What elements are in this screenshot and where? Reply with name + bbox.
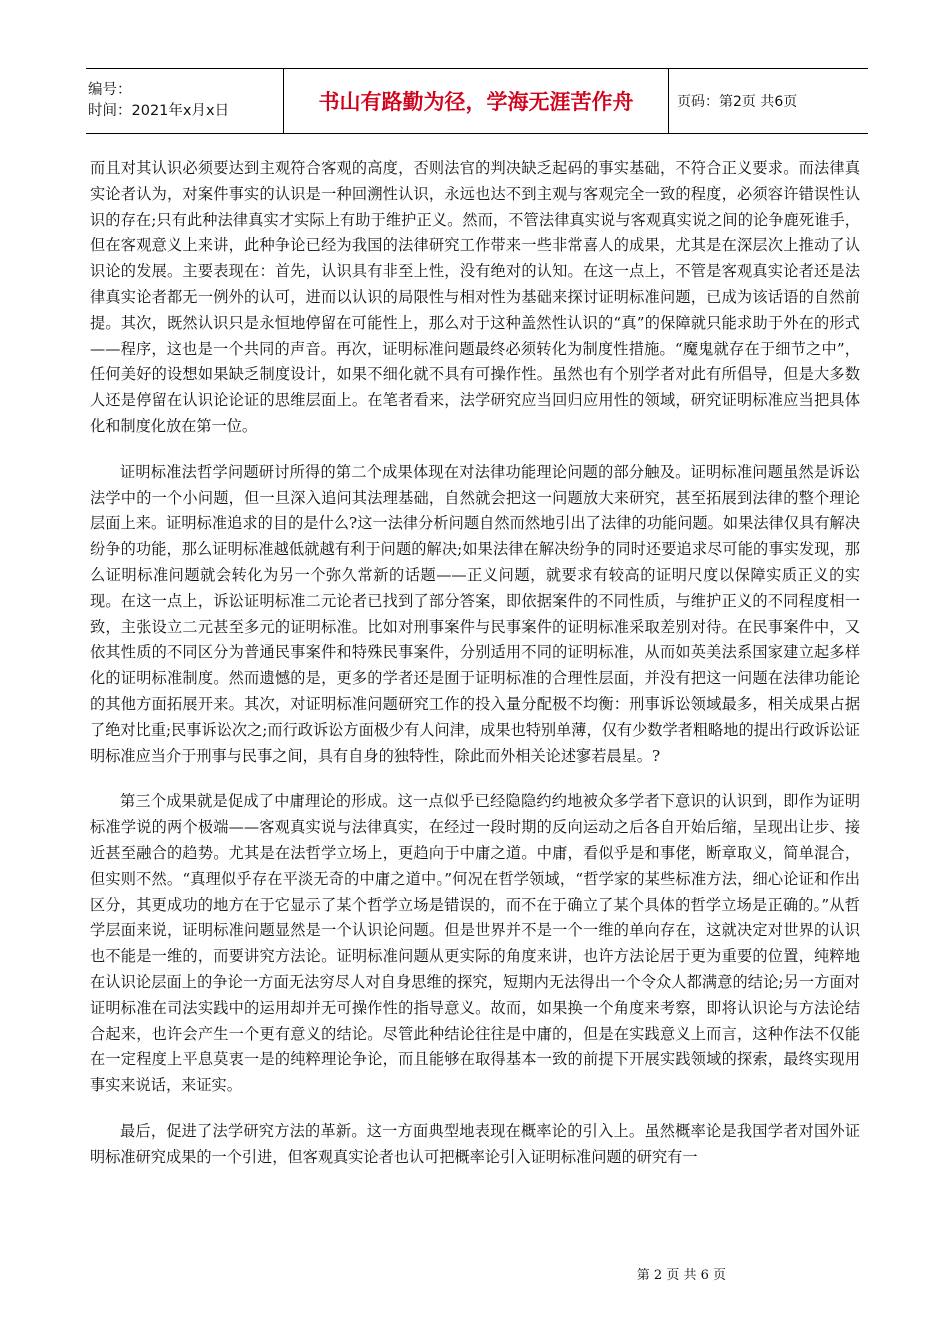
paragraph: 最后，促进了法学研究方法的革新。这一方面典型地表现在概率论的引入上。虽然概率论是我国学者对国外证明标准研究成果的一个引进，但客观真实论者也认可把概率论引入证明标准问题的研究有一 [90,1121,860,1166]
page-header [86,68,868,134]
document-date-label: 时间：2021年x月x日 [88,103,230,119]
document-body [90,156,860,1190]
paragraph: 第三个成果就是促成了中庸理论的形成。这一点似乎已经隐隐约约地被众多学者下意识的认识到，即作为证明标准学说的两个极端——客观真实说与法律真实，在经过一段时期的反向运动之后各自开始后缩，呈现出让步、接近甚至融合的趋势。尤其是在法哲学立场上，更趋向于中庸之道。中庸，看似乎是和事佬，断章取义，简单混合，但实则不然。“真理似乎存在平淡无奇的中庸之道中。”何况在哲学领域，“哲学家的某些标准方法，细心论证和作出区分，其更成功的地方在于它显示了某个哲学立场是错误的，而不在于确立了某个具体的哲学立场是正确的。”从哲学层面来说，证明标准问题显然是一个认识论问题。但是世界并不是一个一维的单向存在，这就决定对世界的认识也不能是一维的，而要讲究方法论。证明标准问题从更实际的角度来讲，也许方法论居于更为重要的位置，纯粹地在认识论层面上的争论一方面无法穷尽人对自身思维的探究，短期内无法得出一个令众人都满意的结论;另一方面对证明标准在司法实践中的运用却并无可操作性的指导意义。故而，如果换一个角度来考察，即将认识论与方法论结合起来，也许会产生一个更有意义的结论。尽管此种结论往往是中庸的，但是在实践意义上而言，这种作法不仅能在一定程度上平息莫衷一是的纯粹理论争论，而且能够在取得基本一致的前提下开展实践领域的探索，最终实现用事实来说话，来证实。 [90,792,860,1095]
paragraph: 而且对其认识必须要达到主观符合客观的高度，否则法官的判决缺乏起码的事实基础，不符合正义要求。而法律真实论者认为，对案件事实的认识是一种回溯性认识，永远也达不到主观与客观完全一致的程度，必须容许错误性认识的存在;只有此种法律真实才实际上有助于维护正义。然而，不管法律真实说与客观真实说之间的论争鹿死谁手，但在客观意义上来讲，此种争论已经为我国的法律研究工作带来一些非常喜人的成果，尤其是在深层次上推动了认识论的发展。主要表现在：首先，认识具有非至上性，没有绝对的认知。在这一点上，不管是客观真实论者还是法律真实论者都无一例外的认可，进而以认识的局限性与相对性为基础来探讨证明标准问题，已成为该话语的自然前提。其次，既然认识只是永恒地停留在可能性上，那么对于这种盖然性认识的“真”的保障就只能求助于外在的形式——程序，这也是一个共同的声音。再次，证明标准问题最终必须转化为制度性措施。“魔鬼就存在于细节之中”，任何美好的设想如果缺乏制度设计，如果不细化就不具有可操作性。虽然也有个别学者对此有所倡导，但是大多数人还是停留在认识论论证的思维层面上。在笔者看来，法学研究应当回归应用性的领域，研究证明标准应当把具体化和制度化放在第一位。 [90,159,860,435]
header-page-number: 页码：第2页 共6页 [677,94,798,110]
page-footer: 第 2 页 共 6 页 [636,1268,726,1283]
header-motto: 书山有路勤为径，学海无涯苦作舟 [284,69,669,133]
header-meta [86,69,284,133]
paragraph: 证明标准法哲学问题研讨所得的第二个成果体现在对法律功能理论问题的部分触及。证明标准问题虽然是诉讼法学中的一个小问题，但一旦深入追问其法理基础，自然就会把这一问题放大来研究，甚至拓展到法律的整个理论层面上来。证明标准追求的目的是什么?这一法律分析问题自然而然地引出了法律的功能问题。如果法律仅具有解决纷争的功能，那么证明标准越低就越有利于问题的解决;如果法律在解决纷争的同时还要追求尽可能的事实发现，那么证明标准问题就会转化为另一个弥久常新的话题——正义问题，就要求有较高的证明尺度以保障实质正义的实现。在这一点上，诉讼证明标准二元论者已找到了部分答案，即依据案件的不同性质，与维护正义的不同程度相一致，主张设立二元甚至多元的证明标准。比如对刑事案件与民事案件的证明标准采取差别对待。在民事案件中，又依其性质的不同区分为普通民事案件和特殊民事案件，分别适用不同的证明标准，从而如英美法系国家建立起多样化的证明标准制度。然而遗憾的是，更多的学者还是囿于证明标准的合理性层面，并没有把这一问题在法律功能论的其他方面拓展开来。其次，对证明标准问题研究工作的投入量分配极不均衡：刑事诉讼领域最多，相关成果占据了绝对比重;民事诉讼次之;而行政诉讼方面极少有人问津，成果也特别单薄，仅有少数学者粗略地的提出行政诉讼证明标准应当介于刑事与民事之间，具有自身的独特性，除此而外相关论述寥若晨星。? [90,462,860,765]
document-number-label: 编号： [88,82,132,98]
